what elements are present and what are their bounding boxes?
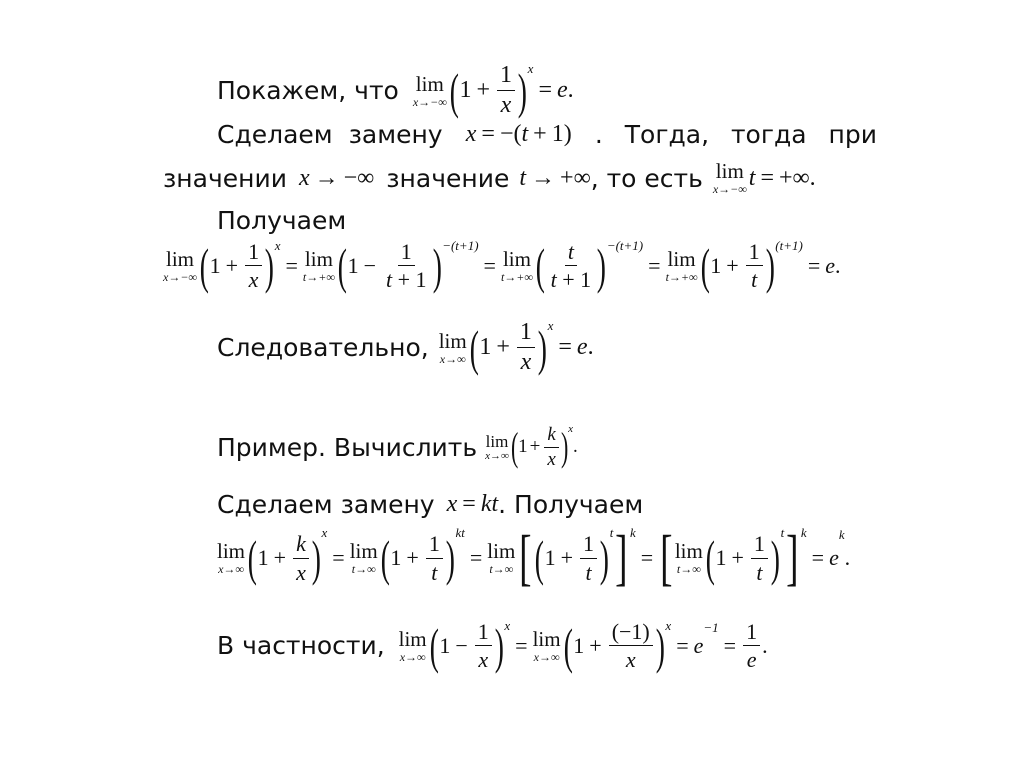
we-get-text: Получаем: [217, 206, 347, 235]
substitution-formula: x = −( t + 1): [465, 121, 572, 147]
when-text: значении: [163, 163, 287, 193]
x-to-minus-inf: x → −∞: [298, 164, 375, 191]
derivation-line: [163, 237, 841, 294]
substitution-2-formula: x = kt: [446, 491, 499, 517]
limit-t-formula: lim x→−∞ t = +∞.: [712, 159, 816, 196]
intro-text: Покажем, что: [217, 76, 399, 106]
derivation-formula: lim x→−∞ ( 1 + $\frac{1}{x}$ ) x = lim t→+∞ ( 1 − $\frac{1}{t + 1}$ ) −(t+1) = lim t→+∞ ( $\frac{t}{t + 1}$ ) −(t+1) = lim t→+∞ ( 1 + $\frac{1}{t}$ ) (t+1) = e .: [163, 237, 841, 294]
example-derivation-line: [217, 524, 851, 592]
in-particular-formula: lim x→∞ ( 1 − $\frac{1}{x}$ ) x = lim x→∞ ( 1 + $\frac{(-1)}{x}$ ) x = e −1 = $\frac{1}{e}$ .: [398, 617, 768, 674]
then-text: . Тогда, тогда при: [594, 120, 877, 149]
example-derivation-formula: lim x→∞ ( 1 + $\frac{k}{x}$ ) x = lim t→∞ ( 1 + $\frac{1}{t}$ ) kt = lim t→∞ [ ( 1 + $\frac{1}{t}$ ) t ] k = [ lim t→∞ ( 1 + $\frac{1}{t}$ ) t ] k = e k .: [217, 524, 851, 592]
statement-line: [217, 63, 574, 118]
example-text: Пример. Вычислить: [217, 432, 478, 462]
in-particular-line: [217, 617, 768, 674]
example-line: [217, 425, 578, 470]
we-get2-text: . Получаем: [498, 490, 644, 519]
that-is-text: , то есть: [590, 163, 703, 193]
in-part-text: В частности,: [217, 631, 385, 661]
hence-text: Следовательно,: [217, 333, 429, 363]
limit-formula-1: lim x→−∞ ( 1 + $\frac{1}{x}$ ) x = e .: [412, 61, 574, 119]
example-formula: lim x→∞ ( 1 + $\frac{k}{x}$ ) x .: [485, 423, 578, 470]
sub2-text: Сделаем замену: [217, 490, 435, 519]
limit-transfer-line: [163, 161, 816, 195]
value-text: значение: [386, 163, 510, 193]
substitution-line: [217, 120, 877, 149]
limit-formula-2: lim x→∞ ( 1 + $\frac{1}{x}$ ) x = e .: [438, 318, 594, 376]
substitution-2-line: [217, 490, 643, 519]
we-get-line: [217, 206, 346, 235]
sub1-text: Сделаем замену: [217, 120, 443, 149]
conclusion-line: [217, 320, 594, 375]
t-to-plus-inf: t → +∞: [519, 164, 591, 191]
